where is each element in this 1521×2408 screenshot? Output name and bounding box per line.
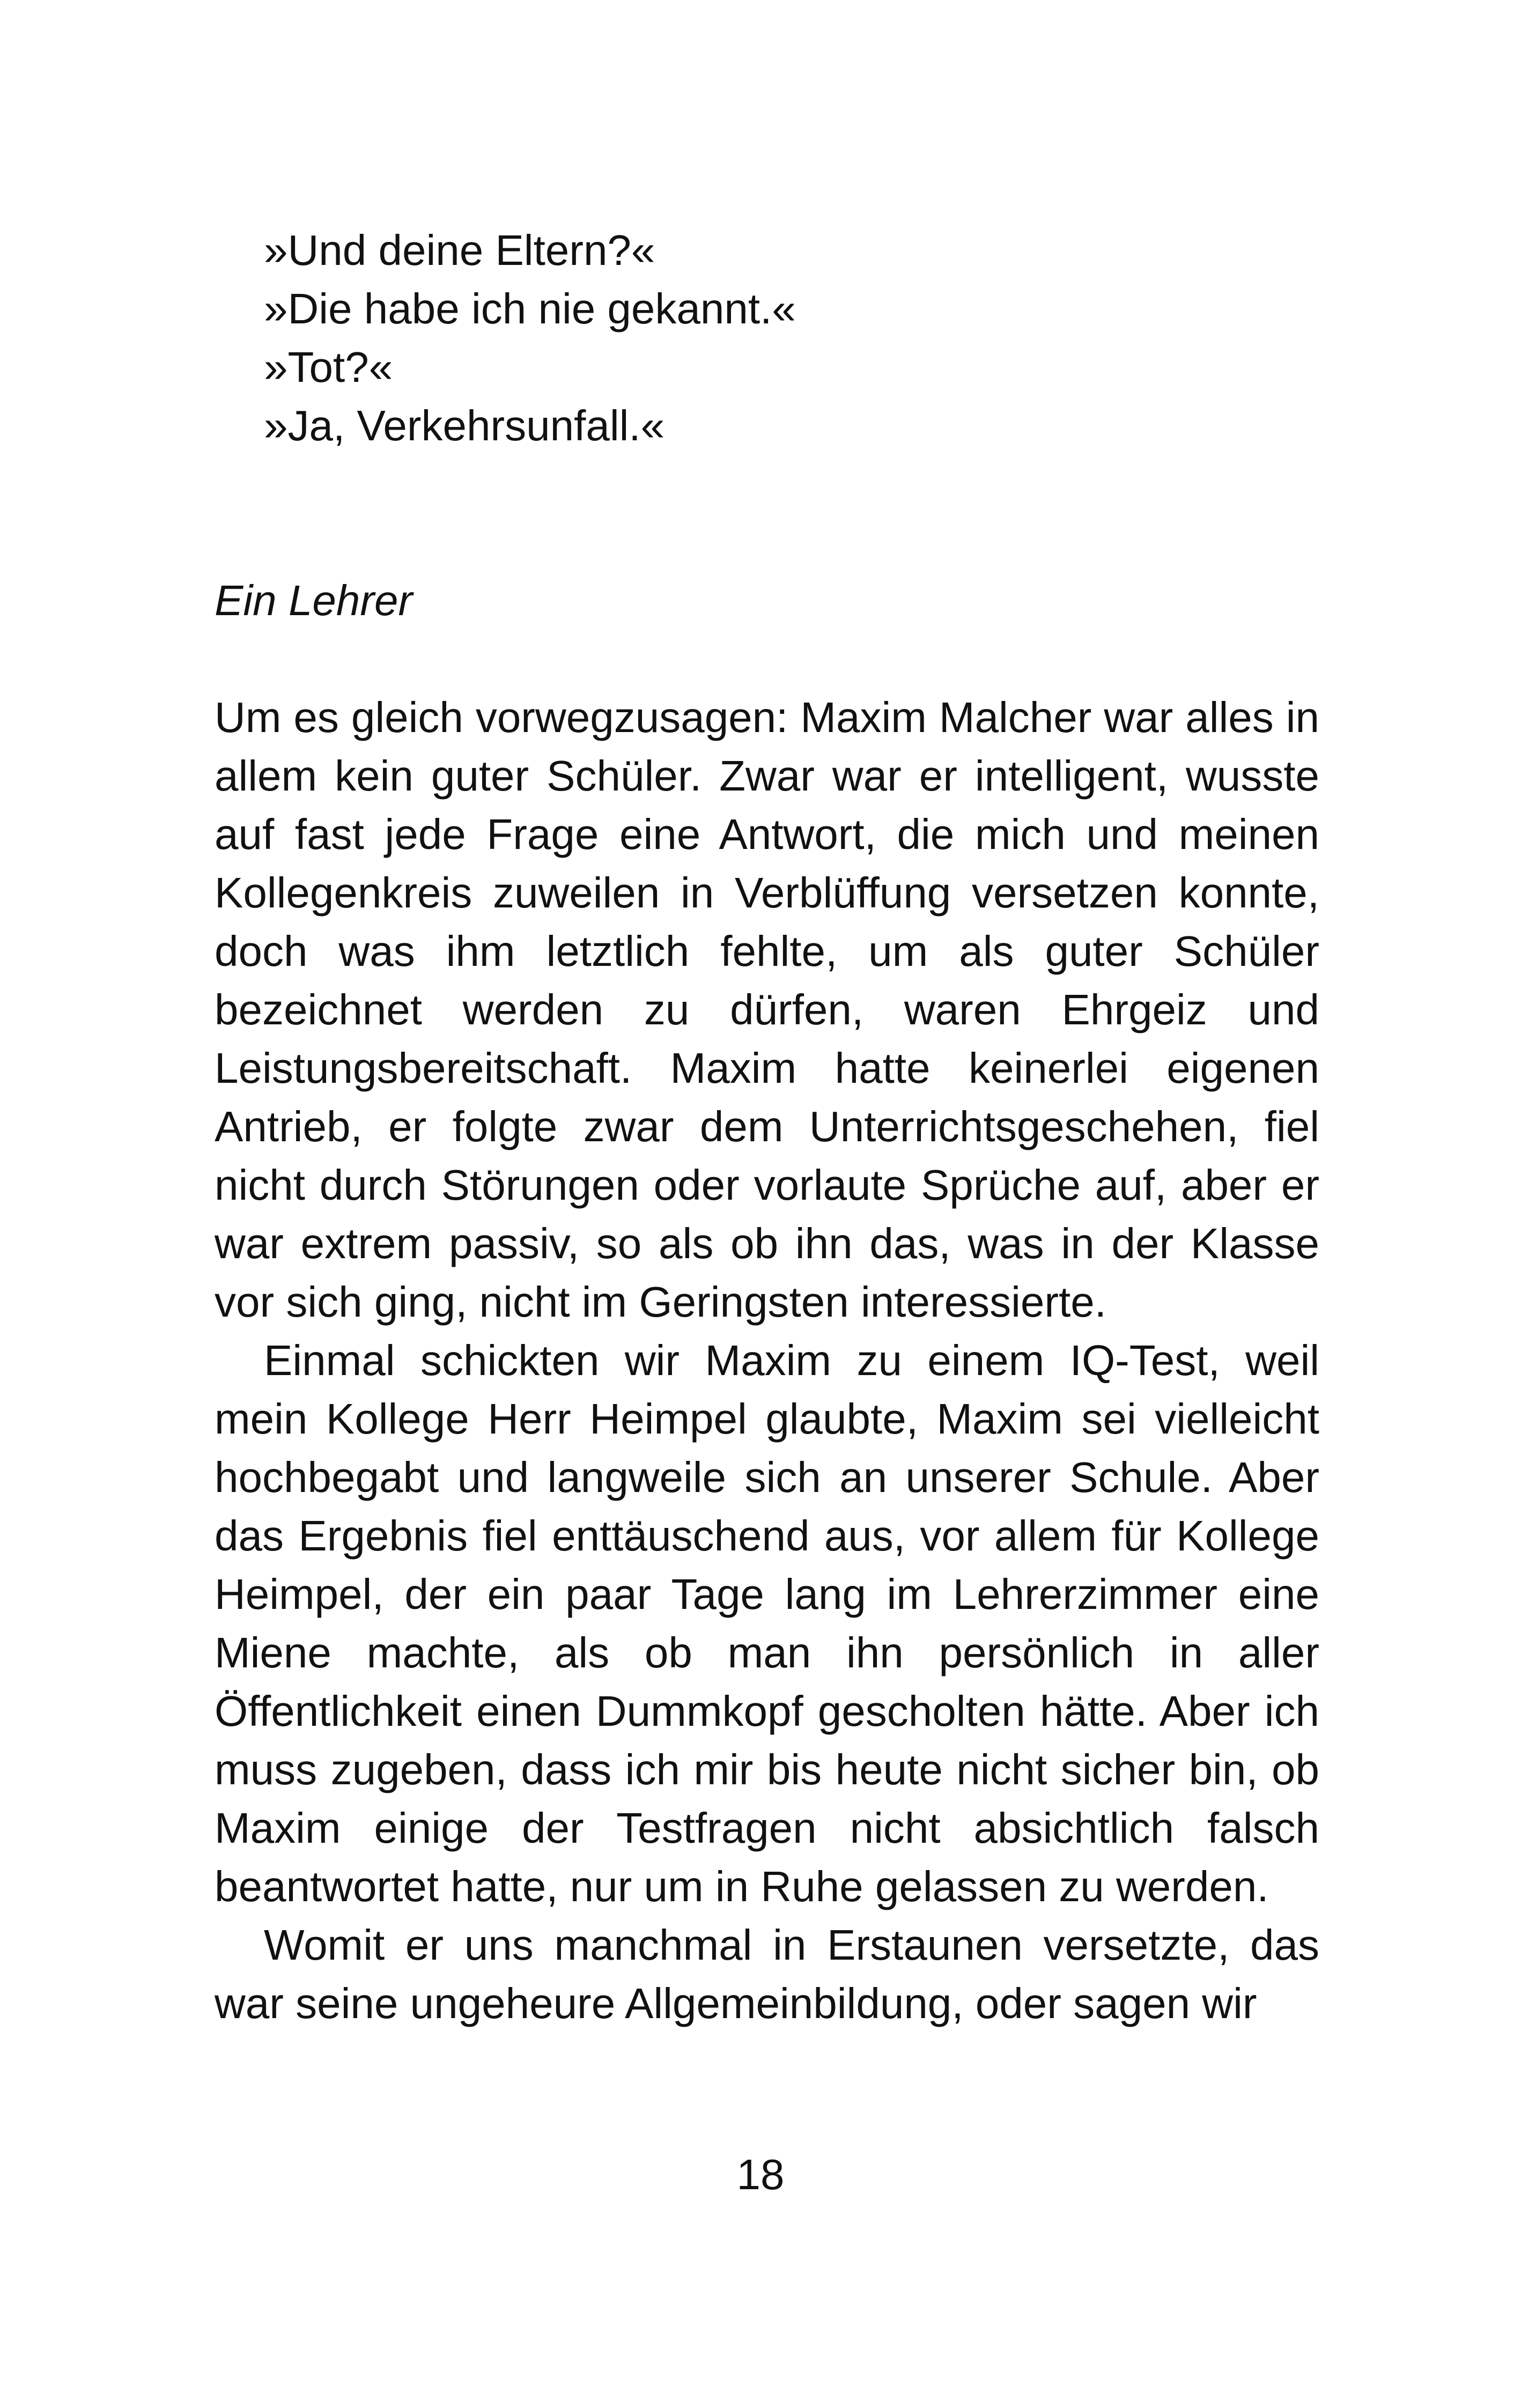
paragraph: Womit er uns manchmal in Erstaunen versetzte, das war seine ungeheure Allgemeinbildung, oder sagen wir (215, 1921, 1319, 2027)
dialogue-block (215, 221, 1319, 455)
dialogue-line: »Und deine Eltern?« (264, 226, 655, 274)
dialogue-line: »Ja, Verkehrsunfall.« (264, 402, 665, 449)
paragraph: Einmal schickten wir Maxim zu einem IQ-Test, weil mein Kollege Herr Heimpel glaubte, Maxim sei vielleicht hochbegabt und langweile sich an unserer Schule. Aber das Ergebnis fiel enttäuschend aus, vor allem für Kollege Heimpel, der ein paar Tage lang im Lehrerzimmer eine Miene machte, als ob man ihn persönlich in aller Öffentlichkeit einen Dummkopf gescholten hätte. Aber ich muss zugeben, dass ich mir bis heute nicht sicher bin, ob Maxim einige der Testfragen nicht absichtlich falsch beantwortet hatte, nur um in Ruhe gelassen zu werden. (215, 1336, 1319, 1910)
section-heading: Ein Lehrer (215, 577, 413, 624)
body-text (215, 688, 1319, 2033)
dialogue-line: »Die habe ich nie gekannt.« (264, 285, 796, 333)
dialogue-line: »Tot?« (264, 343, 393, 391)
page-number: 18 (736, 2151, 785, 2198)
paragraph: Um es gleich vorwegzusagen: Maxim Malcher war alles in allem kein guter Schüler. Zwar war er intelligent, wusste auf fast jede Frage eine Antwort, die mich und meinen Kollegenkreis zuweilen in Verblüffung versetzen konnte, doch was ihm letztlich fehlte, um als guter Schüler bezeichnet werden zu dürfen, waren Ehrgeiz und Leistungsbereitschaft. Maxim hatte keinerlei eigenen Antrieb, er folgte zwar dem Unterrichtsgeschehen, fiel nicht durch Störungen oder vorlaute Sprüche auf, aber er war extrem passiv, so als ob ihn das, was in der Klasse vor sich ging, nicht im Geringsten interessierte. (215, 693, 1319, 1326)
